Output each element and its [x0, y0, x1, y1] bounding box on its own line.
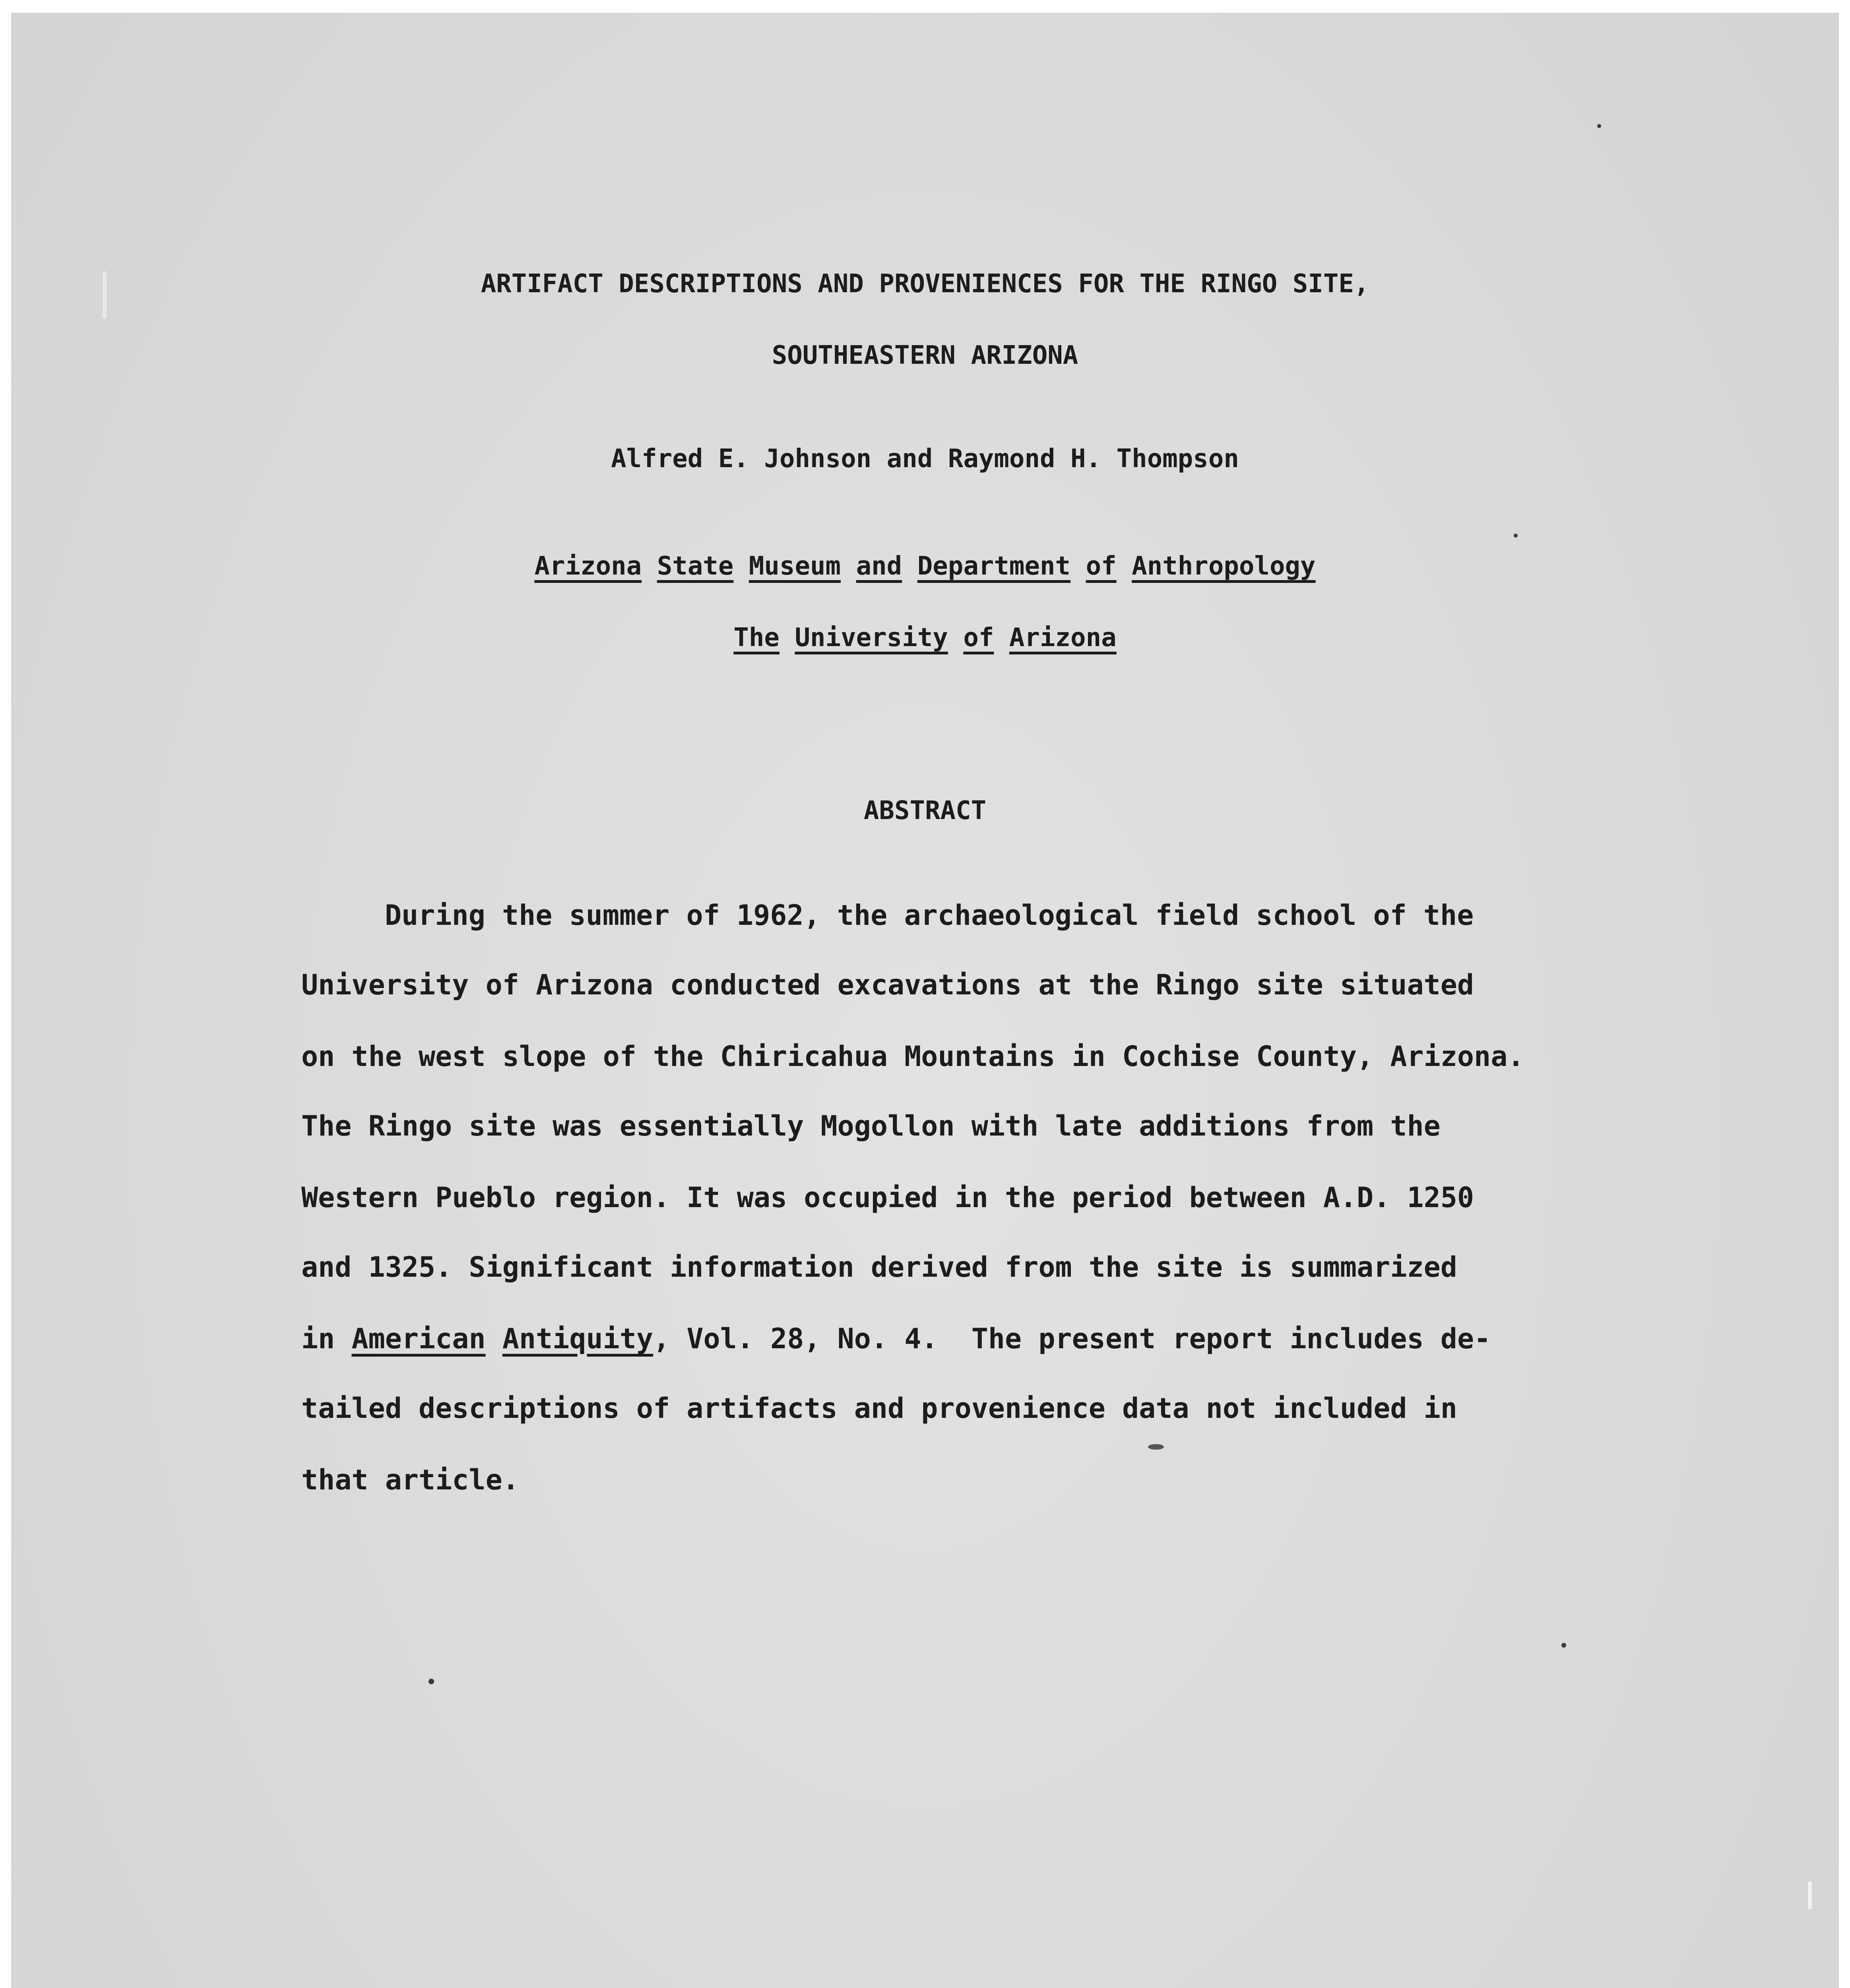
affiliation-word: Arizona: [1009, 623, 1117, 652]
affiliation-word: Arizona: [534, 551, 642, 581]
abstract-line7-prefix: in: [301, 1322, 352, 1355]
affiliation-word: Department: [917, 551, 1071, 581]
affiliation-word: of: [1086, 551, 1117, 581]
scan-speck: [429, 1679, 434, 1684]
scan-speck: [1597, 124, 1601, 128]
abstract-line: [301, 1322, 1491, 1355]
affiliation-line-1: [11, 553, 1839, 579]
affiliation-word: State: [657, 551, 734, 581]
scan-scratch: [1808, 1881, 1812, 1909]
abstract-line: and 1325. Significant information derived from the site is summarized: [301, 1251, 1457, 1283]
affiliation-word: University: [795, 623, 948, 652]
abstract-line: The Ringo site was essentially Mogollon with late additions from the: [301, 1110, 1441, 1142]
affiliation-word: Anthropology: [1132, 551, 1316, 581]
affiliation-word: Museum: [749, 551, 841, 581]
scanned-page: [11, 13, 1839, 1988]
abstract-heading: ABSTRACT: [863, 796, 987, 825]
journal-title-word: American: [351, 1322, 486, 1355]
authors: Alfred E. Johnson and Raymond H. Thompson: [611, 444, 1239, 474]
abstract-line: University of Arizona conducted excavations at the Ringo site situated: [301, 969, 1474, 1001]
abstract-line: During the summer of 1962, the archaeological field school of the: [385, 899, 1474, 932]
abstract-line: tailed descriptions of artifacts and provenience data not included in: [301, 1392, 1457, 1425]
affiliation-word: The: [733, 623, 780, 652]
abstract-line: that article.: [301, 1464, 519, 1496]
abstract-line: on the west slope of the Chiricahua Mountains in Cochise County, Arizona.: [301, 1040, 1524, 1073]
title-line-1: ARTIFACT DESCRIPTIONS AND PROVENIENCES FOR THE RINGO SITE,: [481, 269, 1369, 299]
title-line-2: SOUTHEASTERN ARIZONA: [772, 341, 1078, 370]
scan-scratch: [103, 271, 107, 319]
abstract-line: Western Pueblo region. It was occupied in the period between A.D. 1250: [301, 1181, 1474, 1214]
affiliation-line-2: [11, 625, 1839, 650]
affiliation-word: of: [963, 623, 994, 652]
scan-speck: [1561, 1643, 1566, 1648]
abstract-line7-suffix: , Vol. 28, No. 4. The present report includes de-: [653, 1322, 1491, 1355]
scan-speck: [1514, 534, 1518, 538]
affiliation-word: and: [856, 551, 902, 581]
journal-title-word: Antiquity: [502, 1322, 654, 1355]
scan-speck: [1148, 1444, 1164, 1450]
